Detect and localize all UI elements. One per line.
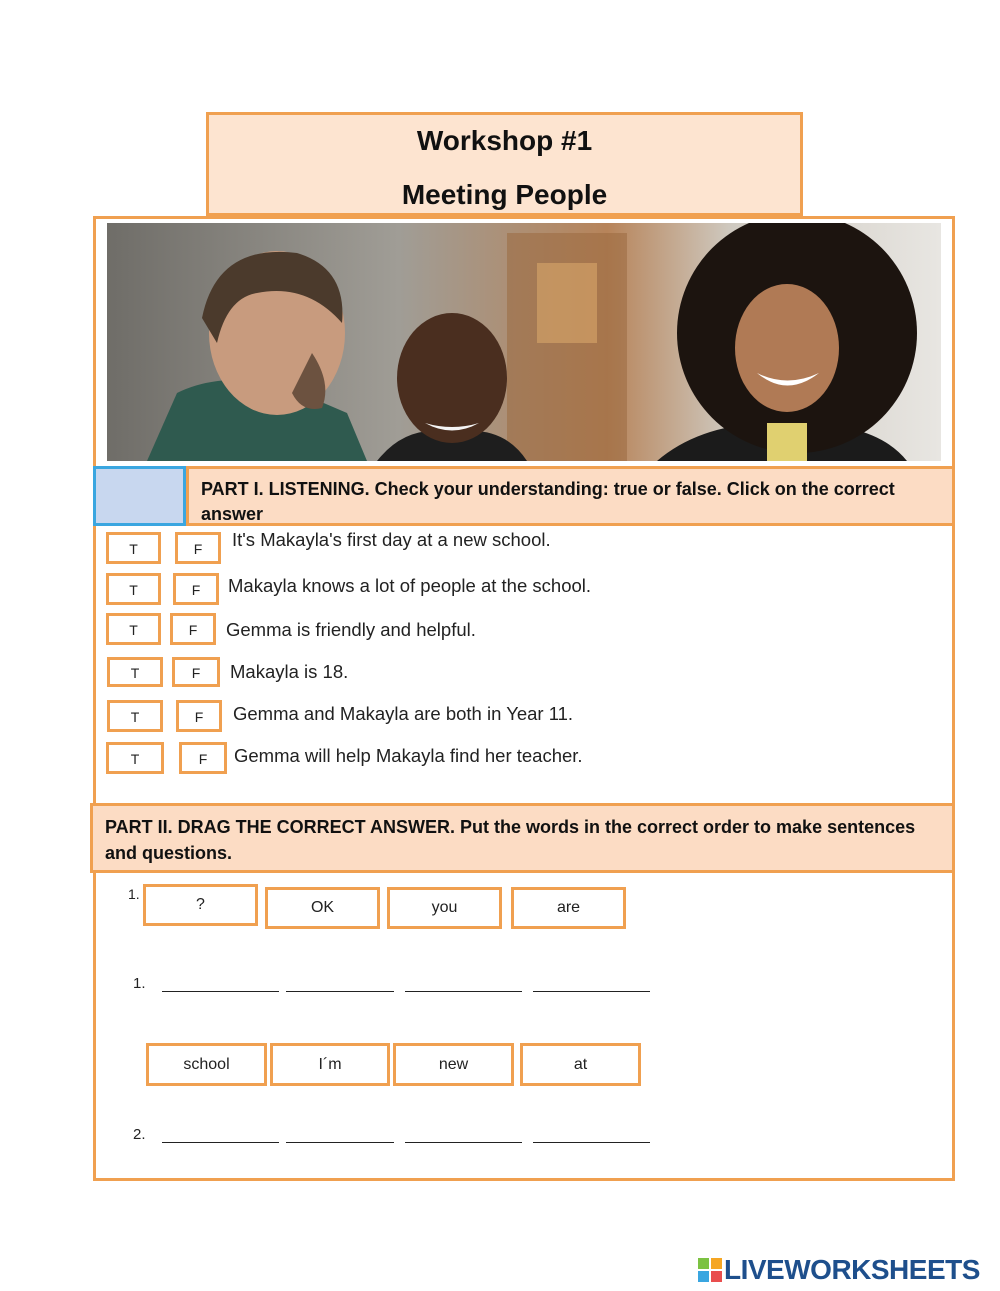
word-chip[interactable]: new xyxy=(393,1043,514,1086)
answer-blank[interactable] xyxy=(286,1142,394,1143)
word-chip[interactable]: I´m xyxy=(270,1043,390,1086)
answer-number-2: 2. xyxy=(133,1126,146,1143)
true-option-3[interactable]: T xyxy=(106,613,161,645)
false-option-6[interactable]: F xyxy=(179,742,227,774)
answer-blank[interactable] xyxy=(533,991,650,992)
false-option-3[interactable]: F xyxy=(170,613,216,645)
people-photo xyxy=(107,223,941,461)
true-option-6[interactable]: T xyxy=(106,742,164,774)
answer-blank[interactable] xyxy=(533,1142,650,1143)
answer-blank[interactable] xyxy=(162,991,279,992)
group1-marker: 1. xyxy=(128,886,140,902)
part1-header: PART I. LISTENING. Check your understanding: true or false. Click on the correct answer xyxy=(186,466,955,526)
worksheet-subtitle: Meeting People xyxy=(401,179,608,210)
true-option-2[interactable]: T xyxy=(106,573,161,605)
answer-blank[interactable] xyxy=(162,1142,279,1143)
statement-3: Gemma is friendly and helpful. xyxy=(226,619,476,640)
true-option-5[interactable]: T xyxy=(107,700,163,732)
statement-4: Makayla is 18. xyxy=(230,661,349,682)
part2-header: PART II. DRAG THE CORRECT ANSWER. Put the words in the correct order to make sentences and questions. xyxy=(90,803,955,873)
answer-blank[interactable] xyxy=(405,1142,522,1143)
answer-blank[interactable] xyxy=(286,991,394,992)
true-option-4[interactable]: T xyxy=(107,657,163,687)
word-chip[interactable]: at xyxy=(520,1043,641,1086)
word-chip[interactable]: ? xyxy=(143,884,258,926)
false-option-1[interactable]: F xyxy=(175,532,221,564)
statement-1: It's Makayla's first day at a new school. xyxy=(232,529,551,550)
word-chip[interactable]: OK xyxy=(265,887,380,929)
statement-6: Gemma will help Makayla find her teacher. xyxy=(234,745,583,766)
word-chip[interactable]: are xyxy=(511,887,626,929)
answer-number-1: 1. xyxy=(133,975,146,992)
statement-2: Makayla knows a lot of people at the school. xyxy=(228,575,592,596)
word-chip[interactable]: school xyxy=(146,1043,267,1086)
answer-blank[interactable] xyxy=(405,991,522,992)
part1-marker-box xyxy=(93,466,186,526)
false-option-5[interactable]: F xyxy=(176,700,222,732)
title-box xyxy=(206,112,803,216)
liveworksheets-logo xyxy=(698,1254,994,1286)
worksheet-title: Workshop #1 xyxy=(416,125,593,156)
word-chip[interactable]: you xyxy=(387,887,502,929)
logo-icon xyxy=(698,1258,722,1282)
false-option-2[interactable]: F xyxy=(173,573,219,605)
logo-text: LIVEWORKSHEETS xyxy=(724,1254,980,1285)
true-option-1[interactable]: T xyxy=(106,532,161,564)
statement-5: Gemma and Makayla are both in Year 11. xyxy=(233,703,574,724)
false-option-4[interactable]: F xyxy=(172,657,220,687)
